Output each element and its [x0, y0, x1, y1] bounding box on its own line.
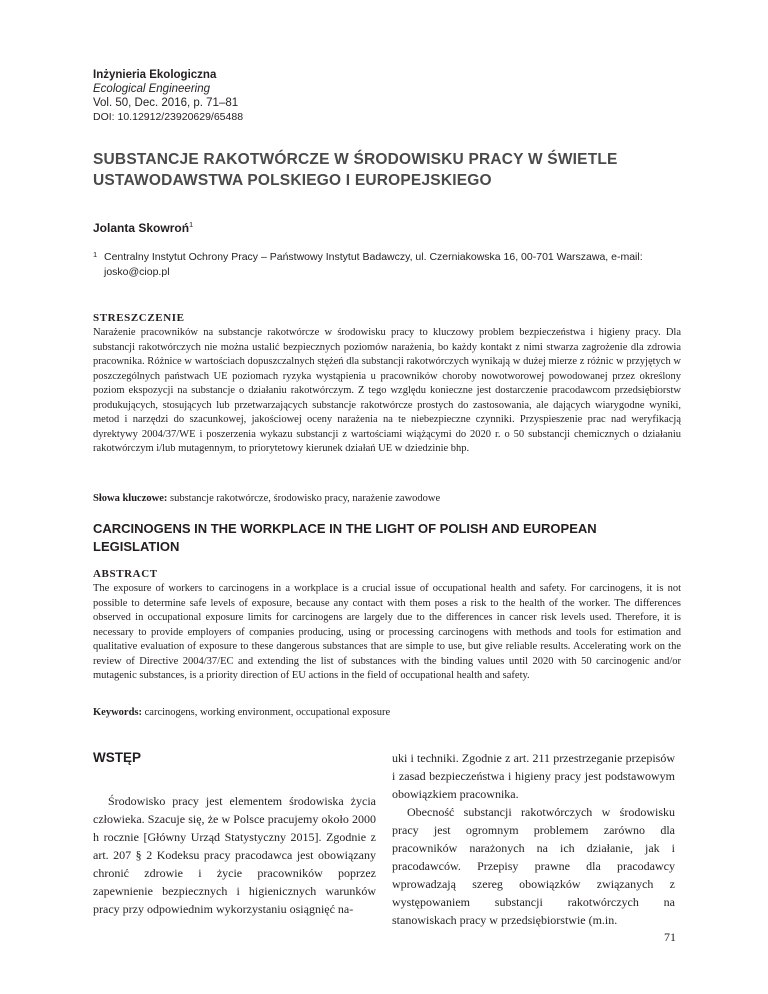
intro-paragraph-2: Obecność substancji rakotwórczych w środowisku pracy jest ogromnym problemem zarówno dla pracowników narażonych na ich działanie, jak i pracodawców. Przepisy prawne dla pracodawcy wprowadzają szereg obowiązków związanych z występowaniem substancji rakotwórczych na stanowiskach pracy w przedsiębiorstwie (m.in.	[392, 805, 675, 927]
intro-heading: WSTĘP	[93, 750, 142, 765]
journal-header	[93, 68, 243, 124]
abstract-en-text: The exposure of workers to carcinogens in a workplace is a crucial issue of occupational health and safety. For carcinogens, it is not possible to determine safe levels of exposure, because any contact with them poses a risk to the health of the worker. The differences observed in occupational exposure limits for carcinogens are largely due to the differences in cancer risk levels used. Therefore, it is necessary to provide employers of companies producing, using or processing carcinogens with methods and tools for estimation and qualitative evaluation of exposure to these dangerous substances that are simple to use, but give reliable results. Accelerating work on the review of Directive 2004/37/EC and extending the list of substances with the binding values until 2020 with 50 carcinogenic and/or mutagenic substances, is a priority direction of EU actions in the field of occupational health and safety.	[93, 583, 681, 681]
abstract-en-heading: ABSTRACT	[93, 568, 158, 580]
intro-paragraph-1-continued: uki i techniki. Zgodnie z art. 211 przestrzeganie przepisów i zasad bezpieczeństwa i higieny pracy jest podstawowym obowiązkiem pracownika.	[392, 751, 675, 801]
keywords-en	[93, 706, 681, 720]
author	[93, 220, 193, 235]
body-column-right	[392, 749, 675, 929]
abstract-pl-heading: STRESZCZENIE	[93, 312, 185, 324]
author-affiliation-mark: 1	[189, 220, 194, 229]
article-title-en: CARCINOGENS IN THE WORKPLACE IN THE LIGHT OF POLISH AND EUROPEAN LEGISLATION	[93, 521, 597, 554]
affiliation-number: 1	[93, 250, 98, 259]
article-title: SUBSTANCJE RAKOTWÓRCZE W ŚRODOWISKU PRACY W ŚWIETLE USTAWODAWSTWA POLSKIEGO I EUROPEJSKIEGO	[93, 151, 618, 189]
journal-doi: DOI: 10.12912/23920629/65488	[93, 111, 244, 123]
keywords-en-values: carcinogens, working environment, occupational exposure	[144, 707, 391, 718]
keywords-pl-values: substancje rakotwórcze, środowisko pracy, narażenie zawodowe	[170, 493, 441, 504]
author-name: Jolanta Skowroń	[93, 221, 190, 235]
keywords-pl	[93, 492, 681, 506]
keywords-pl-label: Słowa kluczowe:	[93, 493, 168, 504]
page-number: 71	[664, 930, 676, 944]
keywords-en-label: Keywords:	[93, 707, 142, 718]
journal-name-en: Ecological Engineering	[93, 83, 210, 95]
journal-volume: Vol. 50, Dec. 2016, p. 71–81	[93, 97, 239, 109]
body-column-left	[93, 792, 376, 918]
abstract-pl-text: Narażenie pracowników na substancje rakotwórcze w środowisku pracy to kluczowy problem bezpieczeństwa i higieny pracy. Dla substancji rakotwórczych nie można ustalić bezpiecznych poziomów narażenia, bo każdy kontakt z nimi stwarza zagrożenie dla zdrowia pracownika. Różnice w wartościach dopuszczalnych stężeń dla substancji rakotwórczych wynikają w dużej mierze z różnic w przyjętych w poszczególnych państwach UE poziomach ryzyka wystąpienia u pracowników choroby nowotworowej powodowanej przez określony poziom ekspozycji na substancje o działaniu rakotwórczym. Z tego względu konieczne jest dostarczenie pracodawcom przedsiębiorstw produkujących, stosujących lub przetwarzających substancje rakotwórcze prostych do zastosowania, ale dających wiarygodne wyniki, metod i narzędzi do szacunkowej, jakościowej oceny narażenia na te niebezpieczne czynniki. Przyspieszenie prac nad weryfikacją dyrektywy 2004/37/WE i poszerzenia wykazu substancji z wartościami wiążącymi do 2020 r. o 50 substancji chemicznych o działaniu rakotwórczym i/lub mutagennym, to priorytetowy kierunek działań UE w dziedzinie bhp.	[93, 327, 681, 454]
affiliation-text: Centralny Instytut Ochrony Pracy – Państwowy Instytut Badawczy, ul. Czerniakowska 16, 00-701 Warszawa, e-mail: josko@ciop.pl	[104, 251, 643, 278]
affiliation	[93, 250, 693, 279]
journal-name: Inżynieria Ekologiczna	[93, 69, 217, 81]
intro-paragraph-1: Środowisko pracy jest elementem środowiska życia człowieka. Szacuje się, że w Polsce pracujemy około 2000 h rocznie [Główny Urząd Statystyczny 2015]. Zgodnie z art. 207 § 2 Kodeksu pracy pracodawca jest obowiązany chronić zdrowie i życie pracowników poprzez zapewnienie bezpiecznych i higienicznych warunków pracy przy odpowiednim wykorzystaniu osiągnięć na-	[93, 794, 376, 916]
